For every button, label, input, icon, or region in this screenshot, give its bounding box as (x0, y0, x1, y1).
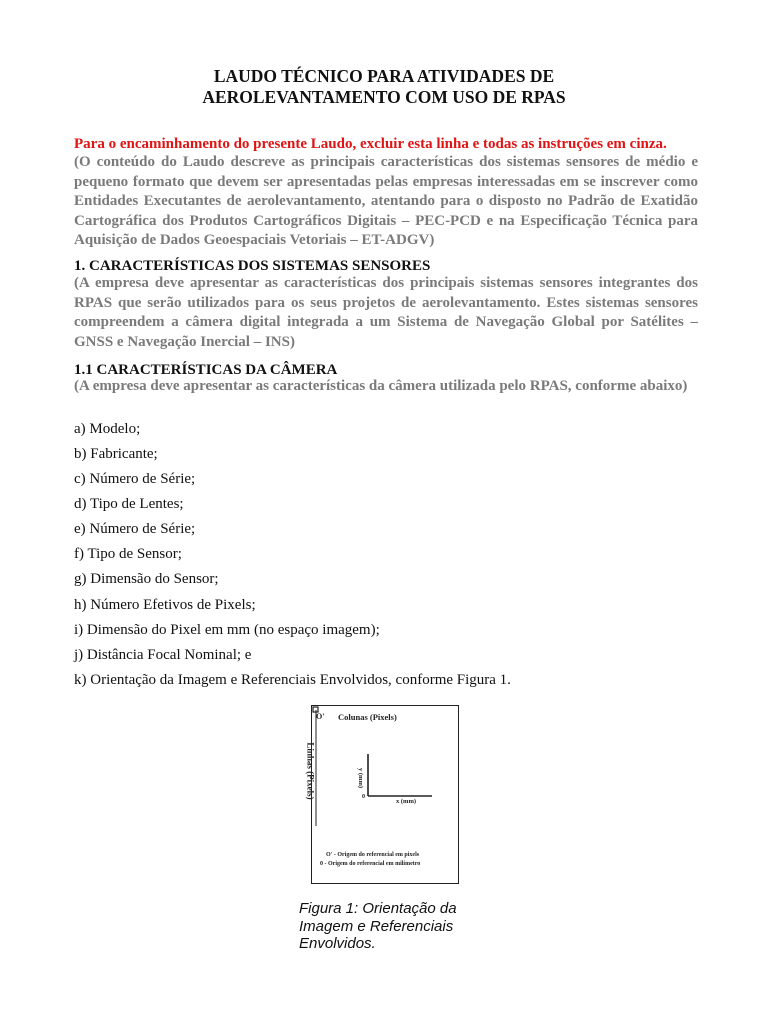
list-item: g) Dimensão do Sensor; (74, 571, 219, 587)
list-item: b) Fabricante; (74, 446, 158, 462)
figure-1-image-orientation (305, 705, 459, 884)
list-item: j) Distância Focal Nominal; e (74, 647, 252, 663)
list-item: k) Orientação da Imagem e Referenciais Envolvidos, conforme Figura 1. (74, 672, 511, 688)
legend-line-1: O' - Origem do referencial em pixels (326, 852, 420, 858)
y-axis-label: y (mm) (357, 768, 364, 789)
document-title (0, 66, 768, 108)
legend-line-2: 0 - Origem do referencial em milímetro (320, 861, 421, 867)
list-item: h) Número Efetivos de Pixels; (74, 597, 256, 613)
list-item: c) Número de Série; (74, 471, 196, 487)
rows-label: Linhas (Pixels) (305, 742, 316, 800)
x-axis-label: x (mm) (396, 798, 417, 805)
columns-label: Colunas (Pixels) (338, 712, 397, 722)
title-line-1: LAUDO TÉCNICO PARA ATIVIDADES DE (213, 66, 555, 86)
section-1-1-text: (A empresa deve apresentar as características da câmera utilizada pelo RPAS, conforme abaixo) (74, 378, 688, 394)
section-1-text: (A empresa deve apresentar as características dos principais sistemas sensores integrantes dos RPAS que serão utilizados para os seus projetos de aerolevantamento. Estes sistemas sensores compreendem a câmera digital integrada a um Sistema de Navegação Global por Satélites – GNSS e Navegação Inercial – INS) (74, 275, 698, 350)
title-line-2: AEROLEVANTAMENTO COM USO DE RPAS (202, 87, 566, 107)
figure-caption: Figura 1: Orientação da Imagem e Referenciais Envolvidos. (299, 900, 457, 952)
instruction-red-text: Para o encaminhamento do presente Laudo, excluir esta linha e todas as instruções em cinza. (74, 136, 667, 152)
origin-pixel-label: O' (316, 712, 325, 721)
list-item: i) Dimensão do Pixel em mm (no espaço imagem); (74, 622, 380, 638)
section-1-heading: 1. CARACTERÍSTICAS DOS SISTEMAS SENSORES (74, 258, 431, 274)
list-item: f) Tipo de Sensor; (74, 546, 182, 562)
list-item: a) Modelo; (74, 421, 141, 437)
list-item: e) Número de Série; (74, 521, 196, 537)
list-item: d) Tipo de Lentes; (74, 496, 184, 512)
section-1-1-heading: 1.1 CARACTERÍSTICAS DA CÂMERA (74, 362, 338, 378)
origin-mm-label: 0 (362, 794, 365, 800)
intro-gray-text: (O conteúdo do Laudo descreve as principais características dos sistemas sensores de médio e pequeno formato que devem ser apresentadas pelas empresas interessadas em se inscrever como Entidades Executantes de aerolevantamento, atentando para o disposto no Padrão de Exatidão Cartográfica dos Produtos Cartográficos Digitais – PEC-PCD e na Especificação Técnica para Aquisição de Dados Geoespaciais Vetoriais – ET-ADGV) (74, 154, 698, 248)
